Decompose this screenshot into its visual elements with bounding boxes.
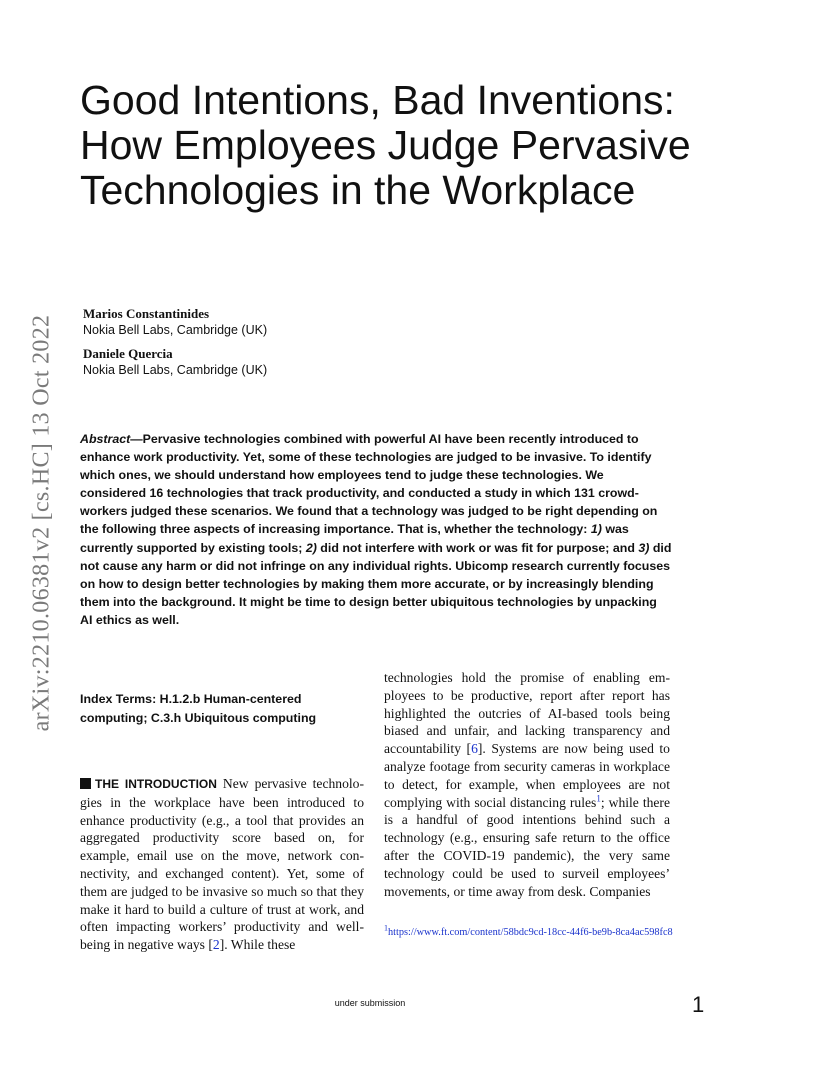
- body-text: ]. While these: [219, 937, 296, 953]
- body-text: ]. Systems are now being used to analyze footage from security cameras in workplace to detect, for example, when employees are not complying with social distancing rules: [384, 741, 670, 810]
- citation-link[interactable]: 2: [212, 937, 220, 953]
- section-heading: THE INTRODUCTION: [95, 777, 217, 791]
- abstract-text: was currently supported by existing tools;: [80, 522, 629, 555]
- author-affiliation: Nokia Bell Labs, Cambridge (UK): [83, 323, 268, 337]
- abstract-label: Abstract: [80, 432, 131, 446]
- footnote-marker[interactable]: 1: [596, 793, 601, 804]
- abstract: [80, 430, 672, 629]
- author-block: [83, 346, 267, 378]
- author-affiliation: Nokia Bell Labs, Cambridge (UK): [83, 363, 268, 377]
- body-text: technologies hold the promise of enabling employees to be productive, report after report has highlighted the outcries of AI-based tools being biased and unfair, and lacking transparency and accountability [: [384, 670, 670, 757]
- footnote-link[interactable]: https://www.ft.com/content/58bdc9cd-18cc-44f6-be9b-8ca4ac598fc8: [388, 927, 673, 938]
- page-number: 1: [692, 992, 705, 1017]
- citation-link[interactable]: 6: [471, 741, 478, 757]
- paper-title: Good Intentions, Bad Inventions: How Employees Judge Pervasive Technologies in the Workplace: [80, 77, 691, 213]
- abstract-text: did not cause any harm or did not infringe on any individual rights. Ubicomp research currently focuses on how to design better technologies by making them more accurate, or by increasingly blending them into the background. It might be time to design better ubiquitous technologies by unpacking AI ethics as well.: [80, 540, 672, 627]
- arxiv-identifier: [22, 288, 62, 758]
- footnote-number: 1: [384, 923, 388, 933]
- author-name: Marios Constantinides: [83, 306, 210, 321]
- author-block: [83, 306, 267, 338]
- body-text: ; while there is a handful of good intentions behind such a technology (e.g., ensuring safe return to the office after the COVID-19 pandemic), the very same technology could be used to surveil employees’ movements, or time away from desk. Companies: [384, 794, 670, 899]
- body-text: New pervasive technologies in the workplace have been introduced to enhance productivity (e.g., a tool that provides an aggregated productivity score based on, for example, email use on the move, network connectivity, and exchanged content). Yet, some of them are judged to be invasive so much so that they make it hard to build a culture of trust at work, and often impacting workers’ productivity and well-being in negative ways [: [80, 776, 364, 953]
- intro-column-right: [384, 669, 670, 900]
- page-footer: under submission: [334, 998, 406, 1008]
- index-terms: Index Terms: H.1.2.b Human-centered computing; C.3.h Ubiquitous computing: [80, 692, 317, 725]
- abstract-text: —Pervasive technologies combined with powerful AI have been recently introduced to enhance work productivity. Yet, some of these technologies are judged to be invasive. To identify which ones, we should understand how employees tend to judge these technologies. We considered 16 technologies that track productivity, and conducted a study in which 131 crowd-workers judged these scenarios. We found that a technology was judged to be right depending on the following three aspects of increasing importance. That is, whether the technology:: [80, 432, 658, 537]
- arxiv-id-text: arXiv:2210.06381v2 [cs.HC] 13 Oct 2022: [28, 314, 55, 732]
- abstract-marker: 2): [305, 540, 317, 555]
- author-name: Daniele Quercia: [83, 346, 173, 361]
- abstract-marker: 3): [638, 540, 650, 555]
- footnote: [384, 923, 674, 941]
- abstract-text: did not interfere with work or was fit for purpose; and: [316, 540, 639, 555]
- section-square-icon: [80, 778, 91, 789]
- intro-column-left: [80, 775, 364, 954]
- abstract-marker: 1): [590, 522, 602, 537]
